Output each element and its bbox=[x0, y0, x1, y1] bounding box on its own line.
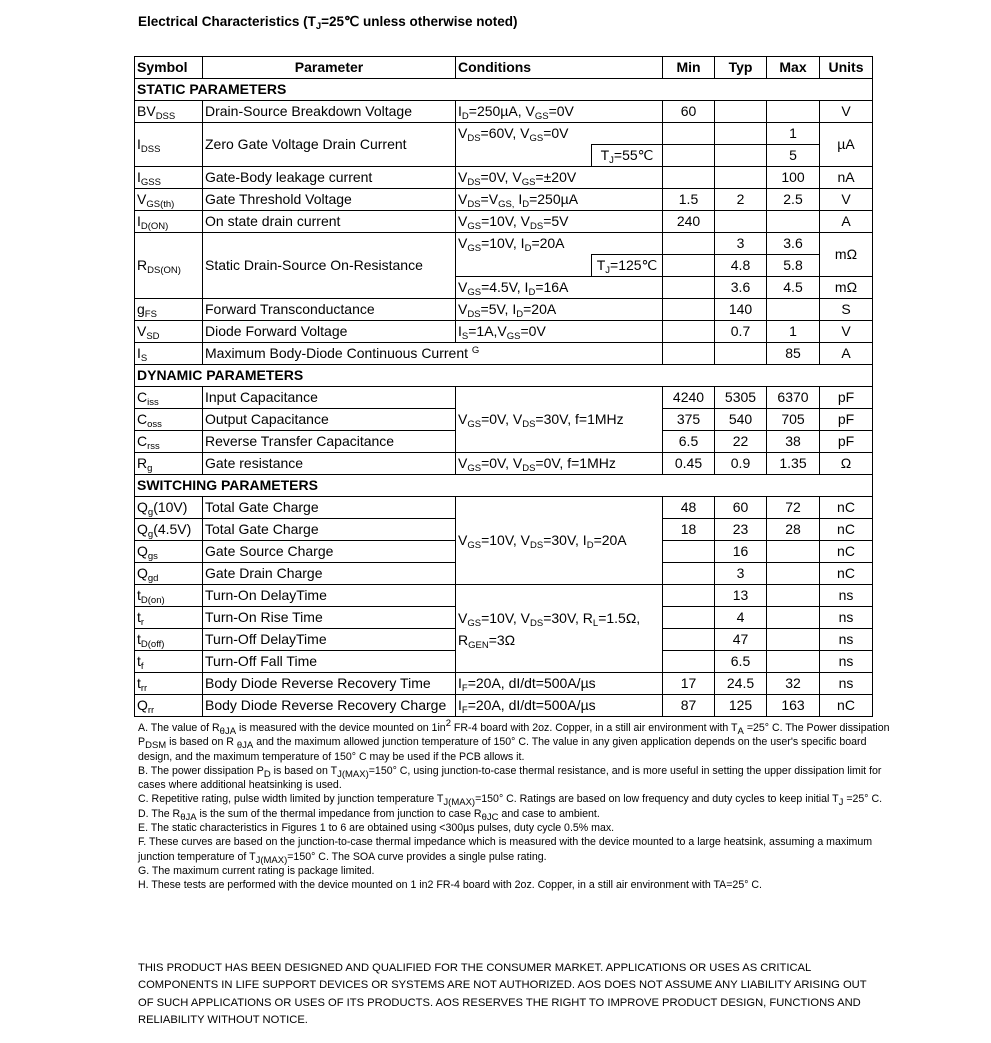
table-row bbox=[135, 387, 873, 409]
typ-cell: 3.6 bbox=[715, 277, 767, 299]
max-cell: 32 bbox=[767, 673, 820, 695]
unit-cell: pF bbox=[820, 387, 873, 409]
unit-cell: nA bbox=[820, 167, 873, 189]
condition-cell: $I_S=1A,V_{GS}=0V$ bbox=[456, 321, 663, 343]
min-cell bbox=[663, 145, 715, 167]
typ-cell: 3 bbox=[715, 563, 767, 585]
typ-cell: 13 bbox=[715, 585, 767, 607]
unit-cell: nC bbox=[820, 541, 873, 563]
symbol-cell: $C_{oss}$ bbox=[135, 409, 203, 431]
header-max: Max bbox=[767, 57, 820, 79]
parameter-cell: Reverse Transfer Capacitance bbox=[203, 431, 456, 453]
table-row bbox=[135, 321, 873, 343]
parameter-cell: Output Capacitance bbox=[203, 409, 456, 431]
unit-cell: ns bbox=[820, 607, 873, 629]
min-cell: 60 bbox=[663, 101, 715, 123]
table-row bbox=[135, 453, 873, 475]
max-cell: 163 bbox=[767, 695, 820, 717]
footnote-g: G. The maximum current rating is package limited. bbox=[138, 864, 375, 877]
typ-cell: 540 bbox=[715, 409, 767, 431]
max-cell: 1 bbox=[767, 123, 820, 145]
disclaimer: THIS PRODUCT HAS BEEN DESIGNED AND QUALIFIED FOR THE CONSUMER MARKET. APPLICATIONS OR USES AS CRITICAL COMPONENTS IN LIFE SUPPORT DEVICES OR SYSTEMS ARE NOT AUTHORIZED. AOS DOES NOT ASSUME ANY LIABILITY ARISING OUT OF SUCH APPLICATIONS OR USES OF ITS PRODUCTS. AOS RESERVES THE RIGHT TO IMPROVE PRODUCT DESIGN, FUNCTIONS AND RELIABILITY WITHOUT NOTICE. bbox=[138, 962, 867, 1027]
condition-cell: $V_{GS}=10V$, $V_{DS}=30V$, $I_D=20A$ bbox=[456, 497, 663, 585]
condition-blank bbox=[456, 145, 592, 167]
max-cell bbox=[767, 607, 820, 629]
parameter-cell: Gate-Body leakage current bbox=[203, 167, 456, 189]
table-row bbox=[135, 673, 873, 695]
section-dynamic: DYNAMIC PARAMETERS bbox=[135, 365, 873, 387]
max-cell: 5.8 bbox=[767, 255, 820, 277]
max-cell: 6370 bbox=[767, 387, 820, 409]
condition-cell: $I_D=250\mu A$, $V_{GS}=0V$ bbox=[456, 101, 663, 123]
table-row bbox=[135, 585, 873, 607]
typ-cell: 22 bbox=[715, 431, 767, 453]
typ-cell: 140 bbox=[715, 299, 767, 321]
header-conditions: Conditions bbox=[456, 57, 663, 79]
unit-cell: V bbox=[820, 321, 873, 343]
unit-cell: mΩ bbox=[820, 233, 873, 277]
min-cell bbox=[663, 123, 715, 145]
table-row bbox=[135, 167, 873, 189]
min-cell bbox=[663, 607, 715, 629]
footnote-e: E. The static characteristics in Figures 1 to 6 are obtained using <300µs pulses, duty cycle 0.5% max. bbox=[138, 822, 615, 835]
header-units: Units bbox=[820, 57, 873, 79]
typ-cell: 2 bbox=[715, 189, 767, 211]
condition-cell: $I_F=20A$, dI/dt=500A/µs bbox=[456, 695, 663, 717]
condition-cell: $V_{GS}=10V$, $V_{DS}=5V$ bbox=[456, 211, 663, 233]
parameter-cell: On state drain current bbox=[203, 211, 456, 233]
min-cell bbox=[663, 629, 715, 651]
symbol-cell: $I_S$ bbox=[135, 343, 203, 365]
max-cell: 72 bbox=[767, 497, 820, 519]
symbol-cell: $t_{rr}$ bbox=[135, 673, 203, 695]
min-cell bbox=[663, 343, 715, 365]
typ-cell bbox=[715, 101, 767, 123]
condition-cell: $V_{GS}=10V$, $V_{DS}=30V$, $R_L=1.5\Omega$, $R_{GEN}=3\Omega$ bbox=[456, 585, 663, 673]
symbol-cell: $t_{D(off)}$ bbox=[135, 629, 203, 651]
footnotes bbox=[138, 718, 898, 893]
parameter-cell: Body Diode Reverse Recovery Charge bbox=[203, 695, 456, 717]
header-symbol: Symbol bbox=[135, 57, 203, 79]
footnote-a: A. The value of $R_{\theta JA}$ is measured with the device mounted on $1in^2$ FR-4 board with 2oz. Copper, in a still air environment with $T_A =25^\circ$ C. The Power dissipation $P_{DSM}$ is based on R $_{\theta JA}$ and the maximum allowed junction temperature of 150° C. The value in any given application depends on the user's specific board design, and the maximum temperature of 150° C may be used if the PCB allows it. bbox=[138, 718, 890, 763]
typ-cell bbox=[715, 343, 767, 365]
condition-cell: $V_{DS}=60V$, $V_{GS}=0V$ bbox=[456, 123, 663, 145]
min-cell: 48 bbox=[663, 497, 715, 519]
parameter-cell: Zero Gate Voltage Drain Current bbox=[203, 123, 456, 167]
max-cell: 85 bbox=[767, 343, 820, 365]
parameter-cell: Diode Forward Voltage bbox=[203, 321, 456, 343]
unit-cell: nC bbox=[820, 563, 873, 585]
condition-blank bbox=[456, 255, 592, 277]
min-cell: 17 bbox=[663, 673, 715, 695]
symbol-cell: $Q_g(4.5V)$ bbox=[135, 519, 203, 541]
condition-cell: $V_{GS}=0V$, $V_{DS}=30V$, f=1MHz bbox=[456, 387, 663, 453]
min-cell bbox=[663, 585, 715, 607]
symbol-cell: $R_{DS(ON)}$ bbox=[135, 233, 203, 299]
footnote-b: B. The power dissipation $P_D$ is based on $T_{J(MAX)}=150^\circ$ C, using junction-to-case thermal resistance, and is more useful in setting the upper dissipation limit for cases where additional heatsinking is used. bbox=[138, 764, 882, 792]
typ-cell: 4 bbox=[715, 607, 767, 629]
unit-cell: ns bbox=[820, 629, 873, 651]
min-cell bbox=[663, 321, 715, 343]
max-cell bbox=[767, 299, 820, 321]
header-typ: Typ bbox=[715, 57, 767, 79]
footnote-h: H. These tests are performed with the device mounted on 1 in2 FR-4 board with 2oz. Copper, in a still air environment with TA=25° C. bbox=[138, 879, 762, 892]
typ-cell: 0.7 bbox=[715, 321, 767, 343]
symbol-cell: $R_g$ bbox=[135, 453, 203, 475]
symbol-cell: $t_{D(on)}$ bbox=[135, 585, 203, 607]
footnote-d: D. The $R_{\theta JA}$ is the sum of the thermal impedance from junction to case $R_{\theta JC}$ and case to ambient. bbox=[138, 807, 600, 823]
table-row bbox=[135, 233, 873, 255]
symbol-cell: $C_{rss}$ bbox=[135, 431, 203, 453]
typ-cell: 47 bbox=[715, 629, 767, 651]
parameter-cell: Total Gate Charge bbox=[203, 497, 456, 519]
max-cell bbox=[767, 629, 820, 651]
section-switching: SWITCHING PARAMETERS bbox=[135, 475, 873, 497]
max-cell bbox=[767, 585, 820, 607]
min-cell bbox=[663, 167, 715, 189]
parameter-cell: Drain-Source Breakdown Voltage bbox=[203, 101, 456, 123]
table-row bbox=[135, 497, 873, 519]
symbol-cell: $Q_g(10V)$ bbox=[135, 497, 203, 519]
condition-cell: $V_{GS}=4.5V$, $I_D=16A$ bbox=[456, 277, 663, 299]
table-row bbox=[135, 211, 873, 233]
max-cell: 1.35 bbox=[767, 453, 820, 475]
parameter-cell: Input Capacitance bbox=[203, 387, 456, 409]
unit-cell: µA bbox=[820, 123, 873, 167]
symbol-cell: $Q_{gd}$ bbox=[135, 563, 203, 585]
parameter-cell: Gate Threshold Voltage bbox=[203, 189, 456, 211]
max-cell: 38 bbox=[767, 431, 820, 453]
parameter-cell: Gate resistance bbox=[203, 453, 456, 475]
condition-cell: $I_F=20A$, dI/dt=500A/µs bbox=[456, 673, 663, 695]
min-cell: 87 bbox=[663, 695, 715, 717]
min-cell bbox=[663, 651, 715, 673]
unit-cell: nC bbox=[820, 497, 873, 519]
condition-cell: $V_{GS}=10V$, $I_D=20A$ bbox=[456, 233, 663, 255]
electrical-characteristics-table bbox=[134, 56, 873, 717]
parameter-cell: Body Diode Reverse Recovery Time bbox=[203, 673, 456, 695]
min-cell: 375 bbox=[663, 409, 715, 431]
min-cell bbox=[663, 233, 715, 255]
table-row bbox=[135, 695, 873, 717]
condition-cell: $V_{GS}=0V$, $V_{DS}=0V$, f=1MHz bbox=[456, 453, 663, 475]
unit-cell: ns bbox=[820, 673, 873, 695]
max-cell: 4.5 bbox=[767, 277, 820, 299]
typ-cell bbox=[715, 145, 767, 167]
typ-cell: 60 bbox=[715, 497, 767, 519]
unit-cell: V bbox=[820, 101, 873, 123]
min-cell bbox=[663, 255, 715, 277]
condition-cell: $V_{DS}=V_{GS,}$ $I_D=250\mu A$ bbox=[456, 189, 663, 211]
typ-cell bbox=[715, 123, 767, 145]
max-cell: 28 bbox=[767, 519, 820, 541]
symbol-cell: $t_f$ bbox=[135, 651, 203, 673]
table-row bbox=[135, 123, 873, 145]
unit-cell: pF bbox=[820, 409, 873, 431]
typ-cell: 3 bbox=[715, 233, 767, 255]
symbol-cell: $Q_{rr}$ bbox=[135, 695, 203, 717]
parameter-cell: Turn-Off Fall Time bbox=[203, 651, 456, 673]
typ-cell bbox=[715, 211, 767, 233]
table-row bbox=[135, 189, 873, 211]
footnote-f: F. These curves are based on the junction-to-case thermal impedance which is measured with the device mounted to a large heatsink, assuming a maximum junction temperature of $T_{J(MAX)}=150^\circ$ C. The SOA curve provides a single pulse rating. bbox=[138, 836, 873, 866]
condition-tj-cell: $T_J=125℃$ bbox=[592, 255, 663, 277]
max-cell: 3.6 bbox=[767, 233, 820, 255]
table-row bbox=[135, 343, 873, 365]
parameter-cell: Gate Drain Charge bbox=[203, 563, 456, 585]
unit-cell: V bbox=[820, 189, 873, 211]
min-cell: 0.45 bbox=[663, 453, 715, 475]
unit-cell: pF bbox=[820, 431, 873, 453]
symbol-cell: $Q_{gs}$ bbox=[135, 541, 203, 563]
parameter-cell: Maximum Body-Diode Continuous Current $^G$ bbox=[203, 343, 663, 365]
typ-cell: 5305 bbox=[715, 387, 767, 409]
symbol-cell: $I_{DSS}$ bbox=[135, 123, 203, 167]
max-cell bbox=[767, 563, 820, 585]
section-static: STATIC PARAMETERS bbox=[135, 79, 873, 101]
max-cell bbox=[767, 541, 820, 563]
page-title: Electrical Characteristics ($T_J=25℃$ unless otherwise noted) bbox=[138, 14, 518, 32]
unit-cell: nC bbox=[820, 519, 873, 541]
unit-cell: A bbox=[820, 211, 873, 233]
unit-cell: Ω bbox=[820, 453, 873, 475]
table-row bbox=[135, 101, 873, 123]
footnote-c: C. Repetitive rating, pulse width limited by junction temperature $T_{J(MAX)}=150^\circ$ C. Ratings are based on low frequency and duty cycles to keep initial $T_J =25^\circ$ C. bbox=[138, 793, 883, 809]
min-cell: 1.5 bbox=[663, 189, 715, 211]
max-cell: 2.5 bbox=[767, 189, 820, 211]
symbol-cell: $V_{SD}$ bbox=[135, 321, 203, 343]
table-header bbox=[135, 57, 873, 79]
min-cell: 240 bbox=[663, 211, 715, 233]
parameter-cell: Forward Transconductance bbox=[203, 299, 456, 321]
typ-cell: 6.5 bbox=[715, 651, 767, 673]
parameter-cell: Gate Source Charge bbox=[203, 541, 456, 563]
typ-cell: 23 bbox=[715, 519, 767, 541]
max-cell: 5 bbox=[767, 145, 820, 167]
symbol-cell: $g_{FS}$ bbox=[135, 299, 203, 321]
parameter-cell: Static Drain-Source On-Resistance bbox=[203, 233, 456, 299]
min-cell: 6.5 bbox=[663, 431, 715, 453]
symbol-cell: $I_{D(ON)}$ bbox=[135, 211, 203, 233]
symbol-cell: $I_{GSS}$ bbox=[135, 167, 203, 189]
header-parameter: Parameter bbox=[203, 57, 456, 79]
unit-cell: ns bbox=[820, 651, 873, 673]
typ-cell: 16 bbox=[715, 541, 767, 563]
condition-cell: $V_{DS}=5V$, $I_D=20A$ bbox=[456, 299, 663, 321]
condition-tj-cell: $T_J=55℃$ bbox=[592, 145, 663, 167]
unit-cell: A bbox=[820, 343, 873, 365]
symbol-cell: $C_{iss}$ bbox=[135, 387, 203, 409]
symbol-cell: $t_r$ bbox=[135, 607, 203, 629]
typ-cell: 24.5 bbox=[715, 673, 767, 695]
parameter-cell: Total Gate Charge bbox=[203, 519, 456, 541]
symbol-cell: $V_{GS(th)}$ bbox=[135, 189, 203, 211]
max-cell: 1 bbox=[767, 321, 820, 343]
max-cell bbox=[767, 211, 820, 233]
typ-cell: 125 bbox=[715, 695, 767, 717]
table-row bbox=[135, 299, 873, 321]
unit-cell: S bbox=[820, 299, 873, 321]
min-cell bbox=[663, 299, 715, 321]
min-cell: 4240 bbox=[663, 387, 715, 409]
typ-cell: 0.9 bbox=[715, 453, 767, 475]
parameter-cell: Turn-On Rise Time bbox=[203, 607, 456, 629]
min-cell bbox=[663, 563, 715, 585]
header-min: Min bbox=[663, 57, 715, 79]
symbol-cell: $BV_{DSS}$ bbox=[135, 101, 203, 123]
min-cell: 18 bbox=[663, 519, 715, 541]
unit-cell: nC bbox=[820, 695, 873, 717]
max-cell bbox=[767, 651, 820, 673]
max-cell bbox=[767, 101, 820, 123]
typ-cell: 4.8 bbox=[715, 255, 767, 277]
parameter-cell: Turn-On DelayTime bbox=[203, 585, 456, 607]
unit-cell: mΩ bbox=[820, 277, 873, 299]
typ-cell bbox=[715, 167, 767, 189]
max-cell: 100 bbox=[767, 167, 820, 189]
min-cell bbox=[663, 277, 715, 299]
min-cell bbox=[663, 541, 715, 563]
max-cell: 705 bbox=[767, 409, 820, 431]
parameter-cell: Turn-Off DelayTime bbox=[203, 629, 456, 651]
condition-cell: $V_{DS}=0V$, $V_{GS}=\pm 20V$ bbox=[456, 167, 663, 189]
unit-cell: ns bbox=[820, 585, 873, 607]
